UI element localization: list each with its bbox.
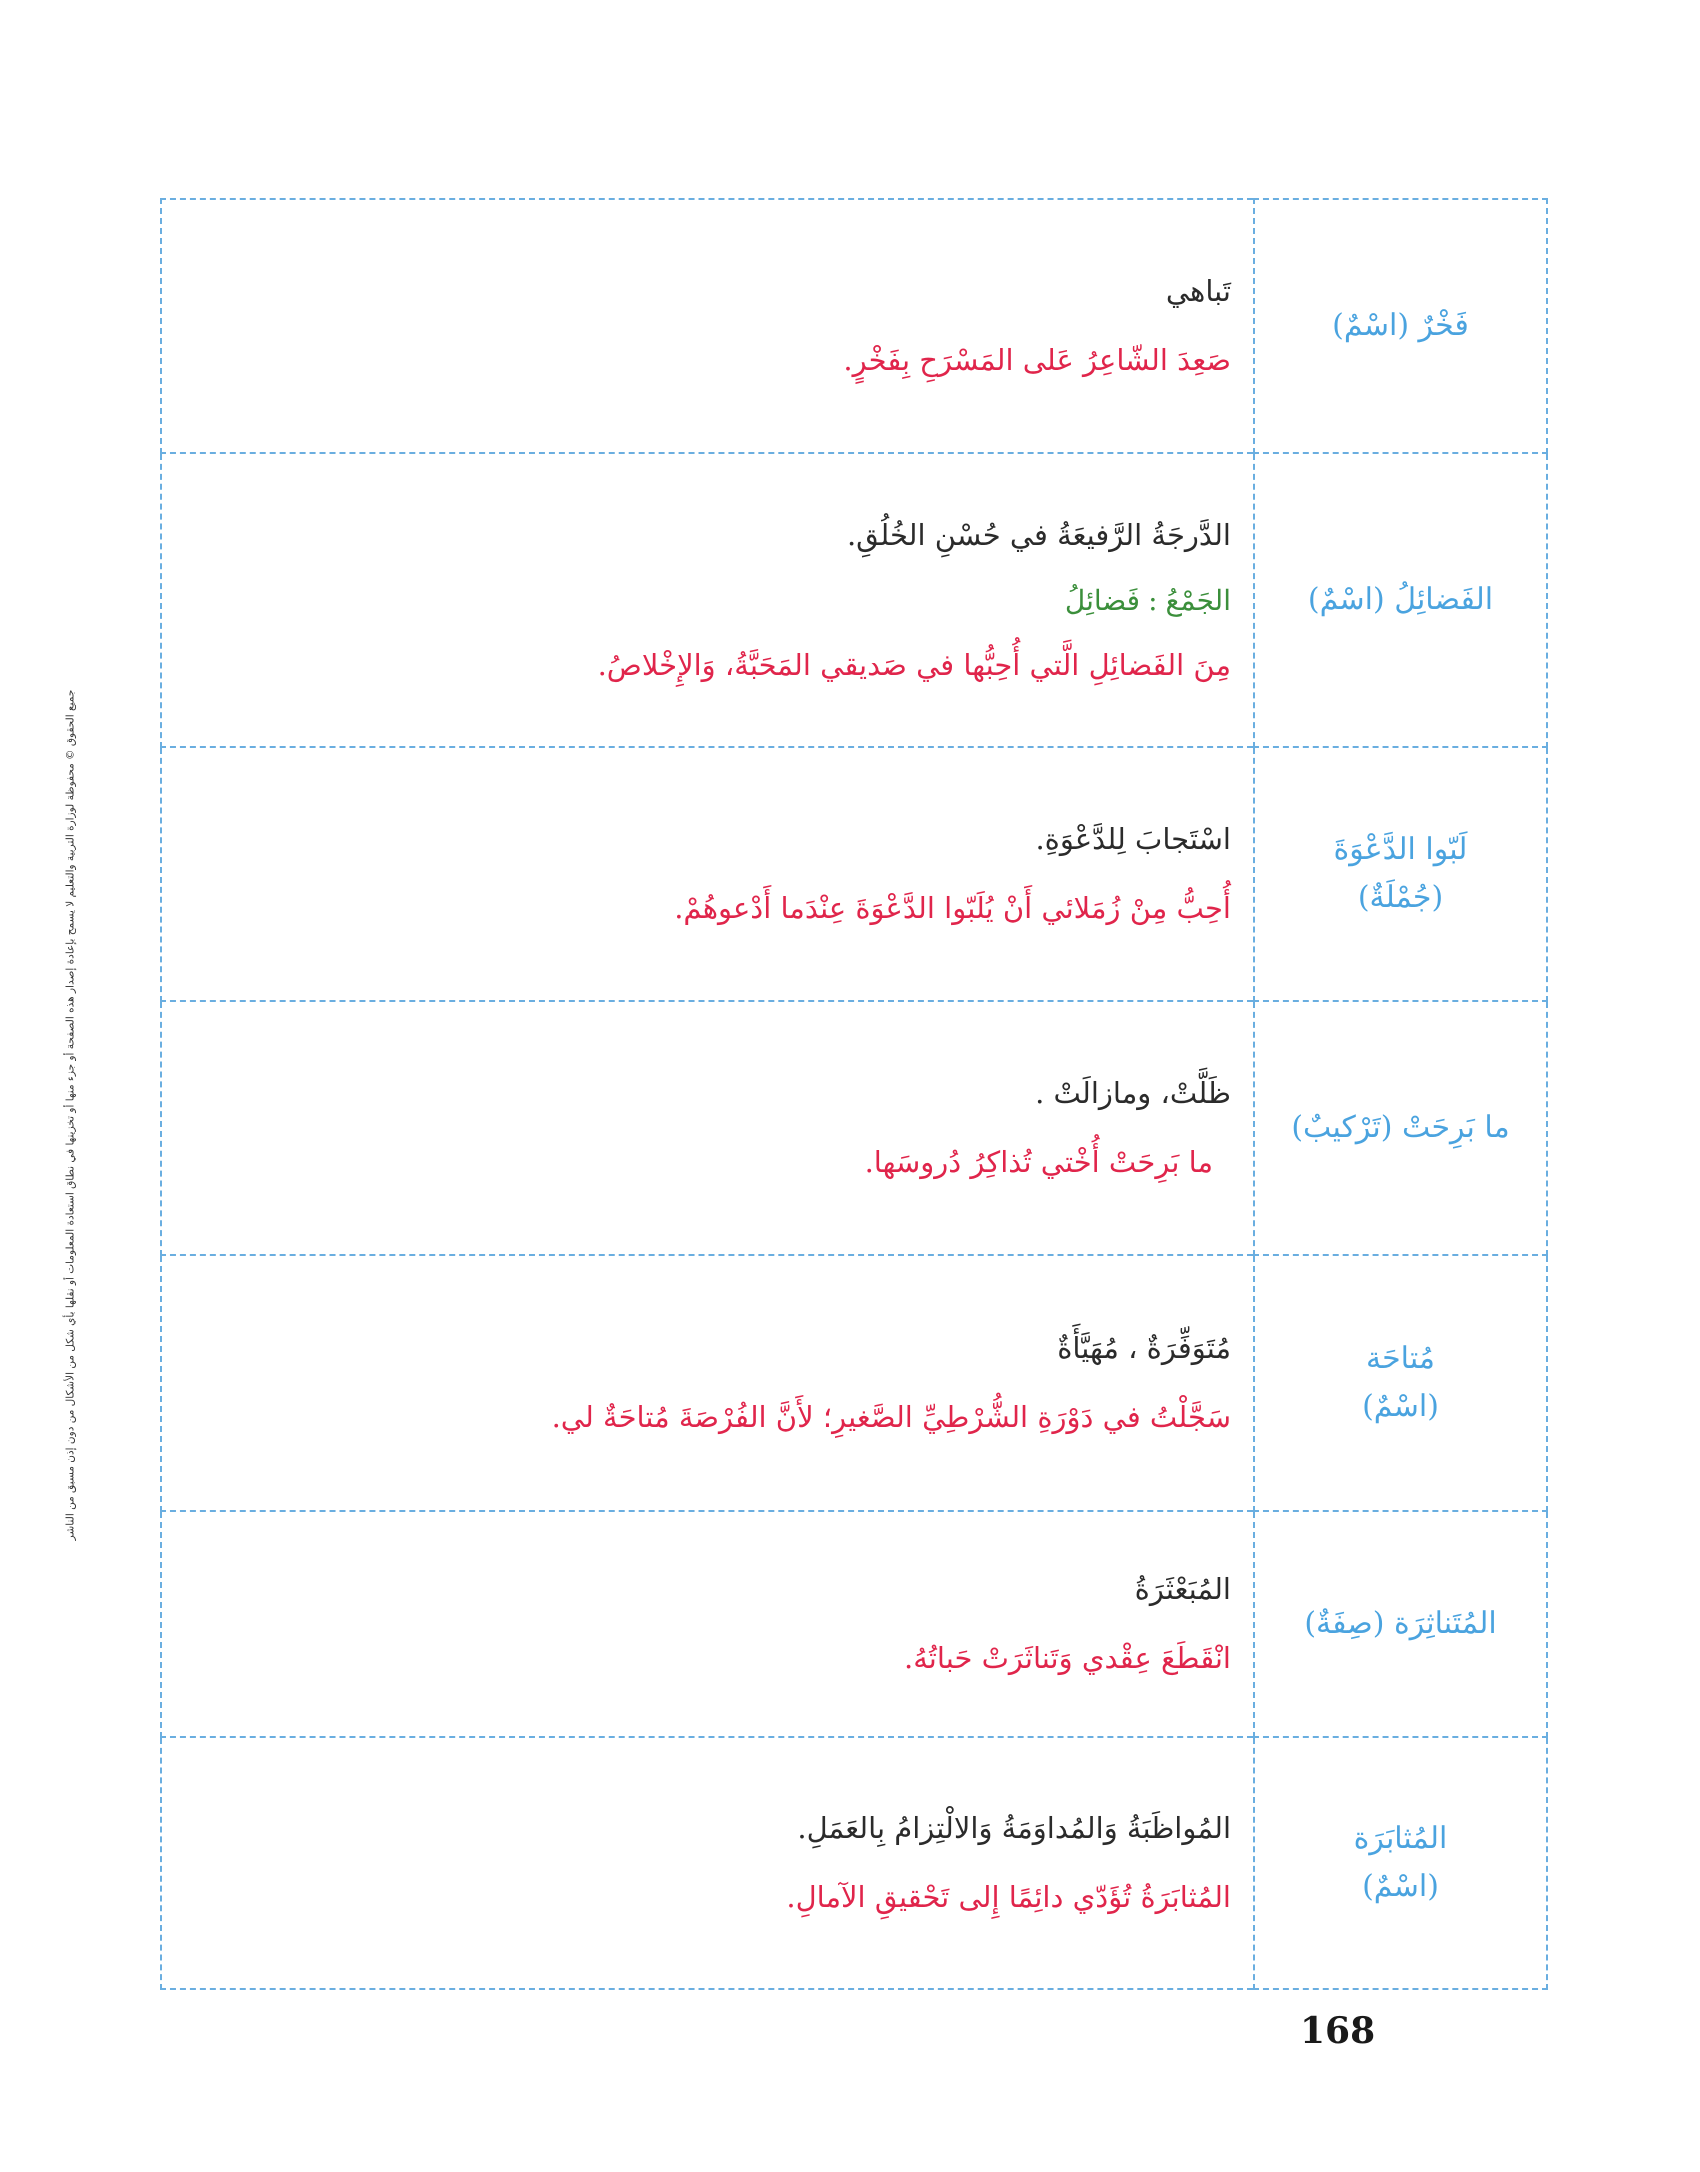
plural-note [162,584,1231,617]
word-meaning: المُواظَبَةُ وَالمُداوَمَةُ وَالالْتِزامُ بِالعَمَلِ. [797,1811,1231,1846]
example-sentence: سَجَّلْتُ في دَوْرَةِ الشُّرْطِيِّ الصَّغيرِ؛ لأَنَّ الفُرْصَةَ مُتاحَةٌ لي. [551,1400,1231,1434]
word-type: (اسْمٌ) [1362,1389,1439,1424]
copyright-side-note [40,500,100,1730]
word-cell [1254,453,1547,747]
example-sentence: انْقَطَعَ عِقْدي وَتَناثَرَتْ حَباتُهُ. [904,1641,1231,1675]
meaning-cell [161,453,1254,747]
word-type: (اسْمٌ) [1362,1869,1439,1904]
vocabulary-table [160,198,1548,1990]
table-row [161,1255,1547,1511]
table-row [161,1511,1547,1737]
table-row [161,1001,1547,1255]
table-row [161,1737,1547,1989]
word-cell [1254,747,1547,1001]
page-number: 168 [1300,2010,1376,2052]
example-sentence: ما بَرِحَتْ أُخْتي تُذاكِرُ دُروسَها. [864,1145,1213,1179]
meaning-cell [161,199,1254,453]
meaning-cell [161,1255,1254,1511]
word-meaning: المُبَعْثَرَةُ [1134,1572,1231,1607]
plural-value: فَضائِلُ [1064,583,1141,617]
word-cell [1254,1511,1547,1737]
table-row [161,747,1547,1001]
copyright-text: جميع الحقوق © محفوظة لوزارة التربية والتعليم لا يسمح بإعادة إصدار هذه الصفحة أو جزء منها أو تخزينها في نطاق استعادة المعلومات أو نقلها بأي شكل من الأشكال من دون إذن مسبق من الناشر [64,689,77,1541]
vocab-word: مُتاحَة [1366,1341,1435,1376]
meaning-cell [161,1737,1254,1989]
meaning-cell [161,1511,1254,1737]
word-meaning: الدَّرجَةُ الرَّفيعَةُ في حُسْنِ الخُلُقِ. [846,517,1231,552]
example-sentence: المُثابَرَةُ تُؤَدّي دائِمًا إِلى تَحْقيقِ الآمالِ. [786,1880,1231,1914]
meaning-cell [161,747,1254,1001]
word-cell [1254,199,1547,453]
word-cell [1254,1001,1547,1255]
table-row [161,453,1547,747]
vocab-word: ما بَرِحَتْ (تَرْكيبٌ) [1291,1110,1510,1145]
plural-label: الجَمْعُ [1165,583,1231,617]
vocab-word: المُتَناثِرَة (صِفَةٌ) [1304,1606,1497,1641]
word-meaning: مُتَوَفِّرَةٌ ، مُهَيَّأَةٌ [1057,1331,1231,1366]
word-type: (جُمْلَةٌ) [1357,880,1444,915]
plural-separator: : [1148,583,1158,617]
word-cell [1254,1737,1547,1989]
example-sentence: أُحِبُّ مِنْ زُمَلائي أَنْ يُلَبّوا الدَّعْوَةَ عِنْدَما أَدْعوهُمْ. [674,891,1231,925]
table-row [161,199,1547,453]
vocab-word: المُثابَرَة [1353,1821,1448,1856]
vocab-word: الفَضائِلُ (اسْمٌ) [1307,582,1494,617]
example-sentence: مِنَ الفَضائِلِ الَّتي أُحِبُّها في صَديقي المَحَبَّةُ، وَالإِخْلاصُ. [597,647,1231,682]
vocab-word: لَبّوا الدَّعْوَةَ [1333,832,1468,867]
word-meaning: ظَلَّتْ، ومازالَتْ . [1035,1076,1231,1111]
word-meaning: تَباهي [1165,274,1231,309]
vocab-word: فَخْرٌ (اسْمٌ) [1332,308,1469,343]
meaning-cell [161,1001,1254,1255]
example-sentence: صَعِدَ الشّاعِرُ عَلى المَسْرَحِ بِفَخْرٍ. [843,343,1231,377]
word-meaning: اسْتَجابَ لِلدَّعْوَةِ. [1035,822,1231,857]
word-cell [1254,1255,1547,1511]
